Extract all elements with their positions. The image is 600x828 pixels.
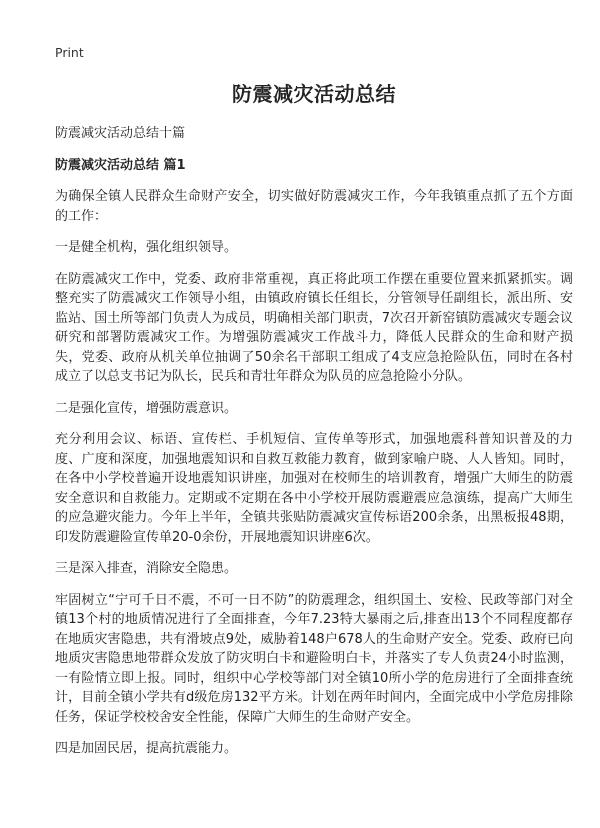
document-title: 防震减灾活动总结: [232, 82, 396, 106]
section-heading: 防震减灾活动总结 篇1: [55, 158, 186, 173]
paragraph-body-2: 充分利用会议、标语、宣传栏、手机短信、宣传单等形式，加强地震科普知识普及的力度、广度和深度，加强地震知识和自救互救能力教育，做到家喻户晓、人人皆知。同时，在各中小学校普遍开设地震知识讲座，加强对在校师生的培训教育，增强广大师生的防震安全意识和自救能力。定期或不定期在各中小学校开展防震避震应急演练，提高广大师生的应急避灾能力。今年上半年，全镇共张贴防震减灾宣传标语200余条，出黑板报48期，印发防震避险宣传单20-0余份，开展地震知识讲座6次。: [55, 432, 573, 545]
paragraph-body-1: 在防震减灾工作中，党委、政府非常重视，真正将此项工作摆在重要位置来抓紧抓实。调整充实了防震减灾工作领导小组，由镇政府镇长任组长，分管领导任副组长，派出所、安监站、国土所等部门负责人为成员，明确相关部门职责，7次召开新窑镇防震减灾专题会议研究和部署防震减灾工作。为增强防震减灾工作战斗力，降低人民群众的生命和财产损失，党委、政府从机关单位抽调了50余名干部职工组成了4支应急抢险队伍，同时在各村成立了以总支书记为队长，民兵和青壮年群众为队员的应急抢险小分队。: [55, 271, 573, 384]
paragraph-point-1: 一是健全机构，强化组织领导。: [55, 240, 238, 255]
document-subtitle: 防震减灾活动总结十篇: [55, 126, 186, 141]
paragraph-point-3: 三是深入排查，消除安全隐患。: [55, 561, 238, 576]
paragraph-point-2: 二是强化宣传，增强防震意识。: [55, 400, 238, 416]
print-link[interactable]: Print: [55, 45, 84, 60]
paragraph-point-4: 四是加固民居，提高抗震能力。: [55, 741, 238, 756]
paragraph-intro: 为确保全镇人民群众生命财产安全，切实做好防震减灾工作，今年我镇重点抓了五个方面的工作：: [55, 189, 573, 224]
paragraph-body-3: 牢固树立“宁可千日不震，不可一日不防”的防震理念，组织国土、安检、民政等部门对全镇13个村的地质情况进行了全面排查，今年7.23特大暴雨之后,排查出13个不同程度都存在地质灾害隐患，共有滑坡点9处，威胁着148户678人的生命财产安全。党委、政府已向地质灾害隐患地带群众发放了防灾明白卡和避险明白卡，并落实了专人负责24小时监测，一有险情立即上报。同时，组织中心学校等部门对全镇10所小学的危房进行了全面排查统计，目前全镇小学共有d级危房132平方米。计划在两年时间内，全面完成中小学危房排除任务，保证学校校舍安全性能，保障广大师生的生命财产安全。: [55, 592, 573, 725]
